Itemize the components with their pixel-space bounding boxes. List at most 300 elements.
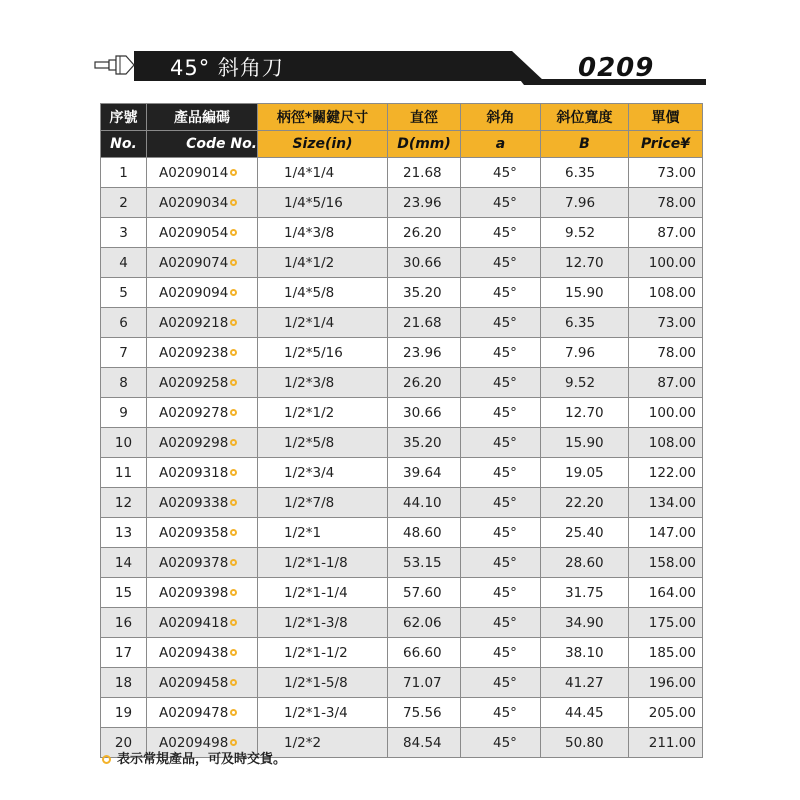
col-header-angle: 斜角 (461, 104, 541, 131)
cell-code (147, 608, 258, 638)
cell-angle (461, 278, 541, 308)
table-body (101, 158, 703, 758)
cell-code (147, 338, 258, 368)
cell-size-text: 1/2*3/4 (284, 464, 335, 481)
cell-bevel-width-text: 7.96 (565, 194, 596, 211)
cell-price-text: 205.00 (648, 704, 696, 721)
cell-size (258, 458, 388, 488)
table-row (101, 248, 703, 278)
table-row (101, 608, 703, 638)
cell-no-text: 12 (114, 494, 133, 511)
cell-diameter-text: 23.96 (403, 344, 442, 361)
cell-price (629, 368, 703, 398)
col-header-price-en: Price¥ (629, 131, 703, 158)
cell-size (258, 218, 388, 248)
cell-bevel-width-text: 9.52 (565, 224, 596, 241)
cell-angle (461, 368, 541, 398)
page-title: 45° 斜角刀 (170, 56, 284, 80)
cell-angle (461, 188, 541, 218)
cell-price-text: 73.00 (657, 164, 696, 181)
cell-diameter-text: 66.60 (403, 644, 442, 661)
cell-bevel-width-text: 19.05 (565, 464, 604, 481)
regular-stock-dot-icon (230, 469, 237, 476)
cell-diameter (388, 668, 461, 698)
table-row (101, 458, 703, 488)
cell-no-text: 19 (114, 704, 133, 721)
cell-angle (461, 428, 541, 458)
table-row (101, 278, 703, 308)
cell-diameter-text: 71.07 (403, 674, 442, 691)
regular-stock-dot-icon (230, 229, 237, 236)
cell-bevel-width (541, 578, 629, 608)
cell-diameter (388, 338, 461, 368)
cell-price (629, 698, 703, 728)
table-row (101, 158, 703, 188)
regular-stock-dot-icon (230, 529, 237, 536)
cell-code-text: A0209014 (159, 164, 229, 181)
cell-diameter-text: 75.56 (403, 704, 442, 721)
col-header-code-en: Code No. (147, 131, 258, 158)
cell-diameter (388, 458, 461, 488)
cell-bevel-width (541, 158, 629, 188)
cell-price-text: 108.00 (648, 284, 696, 301)
cell-angle-text: 45° (493, 284, 517, 301)
cell-size (258, 188, 388, 218)
cell-no (101, 188, 147, 218)
cell-price (629, 218, 703, 248)
cell-price-text: 87.00 (657, 374, 696, 391)
cell-size-text: 1/2*2 (284, 734, 322, 751)
cell-size (258, 158, 388, 188)
footnote-text: 表示常規產品，可及時交貨。 (117, 752, 287, 767)
cell-size (258, 698, 388, 728)
cell-code (147, 518, 258, 548)
cell-no-text: 4 (119, 254, 128, 271)
router-bit-icon (94, 52, 142, 78)
table-row (101, 368, 703, 398)
cell-no-text: 5 (119, 284, 128, 301)
cell-no (101, 428, 147, 458)
cell-bevel-width-text: 41.27 (565, 674, 604, 691)
col-header-no-en: No. (101, 131, 147, 158)
cell-no (101, 398, 147, 428)
cell-price (629, 578, 703, 608)
cell-bevel-width (541, 668, 629, 698)
cell-bevel-width (541, 458, 629, 488)
cell-price-text: 164.00 (648, 584, 696, 601)
cell-price (629, 428, 703, 458)
cell-angle-text: 45° (493, 434, 517, 451)
col-header-diameter-en: D(mm) (388, 131, 461, 158)
cell-price (629, 308, 703, 338)
cell-diameter-text: 35.20 (403, 284, 442, 301)
cell-diameter (388, 578, 461, 608)
cell-code-text: A0209338 (159, 494, 229, 511)
cell-code (147, 188, 258, 218)
cell-code-text: A0209318 (159, 464, 229, 481)
cell-code (147, 368, 258, 398)
cell-size (258, 338, 388, 368)
cell-bevel-width-text: 7.96 (565, 344, 596, 361)
regular-stock-dot-icon (230, 289, 237, 296)
cell-angle-text: 45° (493, 224, 517, 241)
cell-diameter-text: 48.60 (403, 524, 442, 541)
cell-no-text: 15 (114, 584, 133, 601)
cell-size (258, 578, 388, 608)
cell-price (629, 608, 703, 638)
cell-no (101, 638, 147, 668)
cell-diameter-text: 84.54 (403, 734, 442, 751)
cell-bevel-width (541, 188, 629, 218)
cell-size-text: 1/2*1-1/2 (284, 644, 348, 661)
cell-price (629, 338, 703, 368)
cell-size-text: 1/4*1/2 (284, 254, 335, 271)
cell-price (629, 458, 703, 488)
cell-bevel-width-text: 22.20 (565, 494, 604, 511)
cell-price-text: 196.00 (648, 674, 696, 691)
regular-stock-dot-icon (230, 559, 237, 566)
cell-bevel-width-text: 6.35 (565, 164, 596, 181)
cell-no (101, 338, 147, 368)
cell-diameter-text: 39.64 (403, 464, 442, 481)
cell-diameter-text: 21.68 (403, 314, 442, 331)
cell-price (629, 488, 703, 518)
cell-size (258, 638, 388, 668)
cell-bevel-width-text: 6.35 (565, 314, 596, 331)
cell-price (629, 518, 703, 548)
cell-diameter-text: 62.06 (403, 614, 442, 631)
cell-code (147, 218, 258, 248)
cell-no (101, 308, 147, 338)
regular-stock-dot-icon (230, 679, 237, 686)
cell-price (629, 728, 703, 758)
cell-code (147, 668, 258, 698)
cell-code-text: A0209438 (159, 644, 229, 661)
regular-stock-dot-icon (230, 409, 237, 416)
cell-angle-text: 45° (493, 554, 517, 571)
cell-no-text: 7 (119, 344, 128, 361)
col-header-angle-en: a (461, 131, 541, 158)
cell-price (629, 638, 703, 668)
cell-price (629, 278, 703, 308)
cell-code-text: A0209358 (159, 524, 229, 541)
cell-bevel-width-text: 12.70 (565, 254, 604, 271)
table-row (101, 578, 703, 608)
cell-angle (461, 698, 541, 728)
cell-code-text: A0209498 (159, 734, 229, 751)
cell-bevel-width (541, 638, 629, 668)
cell-angle-text: 45° (493, 254, 517, 271)
regular-stock-dot-icon (230, 589, 237, 596)
cell-no-text: 20 (114, 734, 133, 751)
cell-price-text: 78.00 (657, 194, 696, 211)
regular-stock-dot-icon (230, 709, 237, 716)
table-row (101, 638, 703, 668)
regular-stock-dot-icon (230, 349, 237, 356)
cell-angle-text: 45° (493, 734, 517, 751)
cell-angle-text: 45° (493, 584, 517, 601)
cell-code (147, 578, 258, 608)
cell-angle-text: 45° (493, 644, 517, 661)
cell-size-text: 1/4*5/8 (284, 284, 335, 301)
cell-no-text: 6 (119, 314, 128, 331)
cell-bevel-width-text: 25.40 (565, 524, 604, 541)
cell-diameter-text: 35.20 (403, 434, 442, 451)
cell-code-text: A0209398 (159, 584, 229, 601)
cell-size (258, 428, 388, 458)
cell-bevel-width-text: 9.52 (565, 374, 596, 391)
cell-angle (461, 578, 541, 608)
cell-code-text: A0209258 (159, 374, 229, 391)
cell-diameter (388, 308, 461, 338)
cell-bevel-width (541, 398, 629, 428)
col-header-price: 單價 (629, 104, 703, 131)
cell-size-text: 1/2*5/8 (284, 434, 335, 451)
table-row (101, 548, 703, 578)
cell-no-text: 9 (119, 404, 128, 421)
cell-bevel-width (541, 698, 629, 728)
cell-code (147, 458, 258, 488)
cell-price-text: 158.00 (648, 554, 696, 571)
cell-size (258, 308, 388, 338)
cell-price-text: 78.00 (657, 344, 696, 361)
cell-no-text: 18 (114, 674, 133, 691)
cell-angle-text: 45° (493, 404, 517, 421)
cell-no-text: 3 (119, 224, 128, 241)
cell-no (101, 698, 147, 728)
cell-bevel-width (541, 278, 629, 308)
cell-no-text: 13 (114, 524, 133, 541)
cell-diameter (388, 728, 461, 758)
cell-code-text: A0209298 (159, 434, 229, 451)
cell-code (147, 248, 258, 278)
cell-bevel-width-text: 31.75 (565, 584, 604, 601)
cell-angle-text: 45° (493, 674, 517, 691)
cell-price (629, 248, 703, 278)
cell-bevel-width (541, 608, 629, 638)
cell-price (629, 398, 703, 428)
cell-diameter-text: 21.68 (403, 164, 442, 181)
cell-no-text: 16 (114, 614, 133, 631)
cell-bevel-width (541, 308, 629, 338)
cell-angle (461, 488, 541, 518)
cell-angle-text: 45° (493, 164, 517, 181)
cell-size (258, 668, 388, 698)
header-row-zh (101, 104, 703, 131)
cell-angle-text: 45° (493, 464, 517, 481)
col-header-bevel-width-en: B (541, 131, 629, 158)
cell-code-text: A0209238 (159, 344, 229, 361)
col-header-code: 產品編碼 (147, 104, 258, 131)
cell-angle-text: 45° (493, 314, 517, 331)
cell-bevel-width (541, 518, 629, 548)
cell-size-text: 1/2*7/8 (284, 494, 335, 511)
cell-angle (461, 518, 541, 548)
regular-stock-dot-icon (230, 199, 237, 206)
cell-angle (461, 308, 541, 338)
cell-no-text: 2 (119, 194, 128, 211)
cell-angle-text: 45° (493, 614, 517, 631)
cell-price-text: 134.00 (648, 494, 696, 511)
cell-code (147, 158, 258, 188)
cell-diameter-text: 57.60 (403, 584, 442, 601)
table-row (101, 698, 703, 728)
cell-no (101, 158, 147, 188)
cell-diameter (388, 398, 461, 428)
cell-bevel-width (541, 488, 629, 518)
cell-diameter (388, 248, 461, 278)
cell-price-text: 147.00 (648, 524, 696, 541)
cell-angle (461, 338, 541, 368)
regular-stock-dot-icon (230, 499, 237, 506)
table-row (101, 338, 703, 368)
cell-size (258, 248, 388, 278)
cell-code-text: A0209418 (159, 614, 229, 631)
cell-size (258, 548, 388, 578)
cell-bevel-width-text: 12.70 (565, 404, 604, 421)
cell-no (101, 518, 147, 548)
cell-diameter (388, 698, 461, 728)
cell-size-text: 1/2*1-3/4 (284, 704, 348, 721)
cell-angle (461, 398, 541, 428)
cell-bevel-width-text: 15.90 (565, 434, 604, 451)
cell-no-text: 14 (114, 554, 133, 571)
cell-size-text: 1/4*1/4 (284, 164, 335, 181)
cell-price-text: 100.00 (648, 404, 696, 421)
cell-diameter-text: 23.96 (403, 194, 442, 211)
cell-diameter (388, 188, 461, 218)
col-header-size-en: Size(in) (258, 131, 388, 158)
table-row (101, 218, 703, 248)
cell-angle-text: 45° (493, 524, 517, 541)
cell-bevel-width-text: 34.90 (565, 614, 604, 631)
spec-table (100, 103, 703, 758)
table-row (101, 518, 703, 548)
cell-bevel-width (541, 548, 629, 578)
cell-size-text: 1/2*1-5/8 (284, 674, 348, 691)
cell-angle (461, 218, 541, 248)
cell-angle (461, 548, 541, 578)
cell-diameter-text: 44.10 (403, 494, 442, 511)
cell-angle (461, 668, 541, 698)
cell-diameter (388, 638, 461, 668)
cell-no (101, 608, 147, 638)
cell-code-text: A0209218 (159, 314, 229, 331)
cell-price (629, 188, 703, 218)
cell-no (101, 548, 147, 578)
cell-price-text: 87.00 (657, 224, 696, 241)
regular-stock-dot-icon (230, 259, 237, 266)
cell-angle-text: 45° (493, 374, 517, 391)
col-header-diameter: 直徑 (388, 104, 461, 131)
cell-diameter-text: 30.66 (403, 254, 442, 271)
cell-angle-text: 45° (493, 494, 517, 511)
cell-size-text: 1/2*5/16 (284, 344, 343, 361)
col-header-size: 柄徑*關鍵尺寸 (258, 104, 388, 131)
table-row (101, 188, 703, 218)
cell-price-text: 108.00 (648, 434, 696, 451)
cell-diameter-text: 30.66 (403, 404, 442, 421)
table-row (101, 668, 703, 698)
regular-stock-dot-icon (102, 755, 111, 764)
cell-code-text: A0209478 (159, 704, 229, 721)
cell-code (147, 698, 258, 728)
cell-code (147, 638, 258, 668)
cell-diameter-text: 26.20 (403, 224, 442, 241)
cell-bevel-width (541, 368, 629, 398)
cell-angle-text: 45° (493, 194, 517, 211)
cell-angle (461, 728, 541, 758)
cell-size (258, 278, 388, 308)
cell-no (101, 578, 147, 608)
cell-code (147, 278, 258, 308)
cell-code-text: A0209378 (159, 554, 229, 571)
regular-stock-dot-icon (230, 319, 237, 326)
cell-bevel-width-text: 38.10 (565, 644, 604, 661)
cell-no-text: 17 (114, 644, 133, 661)
cell-size-text: 1/2*1/2 (284, 404, 335, 421)
cell-code-text: A0209278 (159, 404, 229, 421)
cell-no-text: 10 (114, 434, 133, 451)
cell-no (101, 248, 147, 278)
table-row (101, 428, 703, 458)
cell-bevel-width (541, 218, 629, 248)
table-row (101, 398, 703, 428)
cell-diameter (388, 428, 461, 458)
cell-diameter-text: 53.15 (403, 554, 442, 571)
cell-price-text: 211.00 (648, 734, 696, 751)
cell-diameter (388, 608, 461, 638)
cell-code (147, 548, 258, 578)
regular-stock-dot-icon (230, 439, 237, 446)
cell-bevel-width (541, 728, 629, 758)
cell-code-text: A0209034 (159, 194, 229, 211)
cell-angle (461, 158, 541, 188)
cell-diameter (388, 368, 461, 398)
cell-size-text: 1/2*1-1/4 (284, 584, 348, 601)
cell-price-text: 122.00 (648, 464, 696, 481)
table-row (101, 308, 703, 338)
cell-code (147, 308, 258, 338)
cell-no (101, 488, 147, 518)
cell-diameter (388, 518, 461, 548)
header-row-en (101, 131, 703, 158)
cell-diameter (388, 548, 461, 578)
cell-price-text: 100.00 (648, 254, 696, 271)
cell-size-text: 1/2*1/4 (284, 314, 335, 331)
cell-no-text: 8 (119, 374, 128, 391)
regular-stock-dot-icon (230, 169, 237, 176)
col-header-no: 序號 (101, 104, 147, 131)
regular-stock-dot-icon (230, 379, 237, 386)
cell-bevel-width-text: 44.45 (565, 704, 604, 721)
cell-size (258, 488, 388, 518)
cell-price (629, 158, 703, 188)
cell-bevel-width (541, 428, 629, 458)
cell-angle-text: 45° (493, 704, 517, 721)
cell-bevel-width-text: 50.80 (565, 734, 604, 751)
cell-price (629, 548, 703, 578)
cell-code-text: A0209094 (159, 284, 229, 301)
cell-angle (461, 608, 541, 638)
cell-no-text: 11 (114, 464, 133, 481)
cell-code-text: A0209458 (159, 674, 229, 691)
cell-angle (461, 638, 541, 668)
cell-size-text: 1/2*1-1/8 (284, 554, 348, 571)
cell-no (101, 218, 147, 248)
cell-diameter (388, 488, 461, 518)
cell-size-text: 1/4*3/8 (284, 224, 335, 241)
